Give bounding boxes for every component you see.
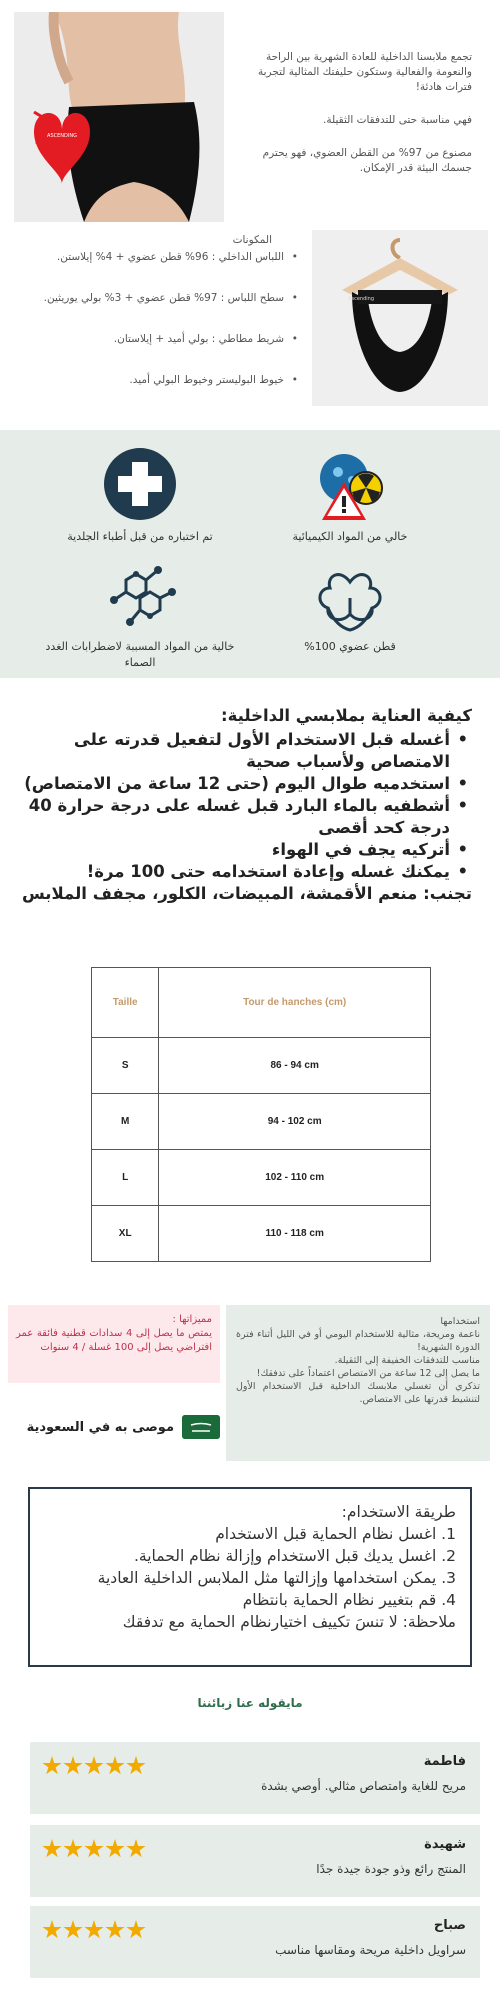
hanger-illustration: [312, 230, 488, 406]
method-note: ملاحظة: لا تنسَ تكييف اختيارنظام الحماية مع تدفقك: [122, 1613, 456, 1631]
size-table-header-row: [92, 968, 431, 1038]
star-rating: [42, 1920, 146, 1940]
review-card: [30, 1825, 480, 1897]
reviewer-name: فاطمة: [423, 1754, 466, 1769]
hip-cell: 86 - 94 cm: [159, 1038, 431, 1094]
saudi-flag-icon: [182, 1415, 220, 1439]
star-icon: [126, 1756, 146, 1776]
intro-paragraph-1: تجمع ملابسنا الداخلية للعادة الشهرية بين الراحة والنعومة والفعالية وستكون حليفتك المثالية لتجربة فترات هادئة!: [257, 51, 472, 93]
perks-box: [8, 1305, 220, 1383]
hip-cell: 110 - 118 cm: [159, 1206, 431, 1262]
star-icon: [42, 1839, 62, 1859]
table-row: [92, 1038, 431, 1094]
star-icon: [105, 1839, 125, 1859]
method-step: 2. اغسل يديك قبل الاستخدام وإزالة نظام الحماية.: [133, 1547, 456, 1565]
intro-paragraph-3: مصنوع من 97% من القطن العضوي، فهو يحترم جسمك البيئة قدر الإمكان.: [262, 147, 472, 174]
recommended-badge: [20, 1412, 220, 1442]
review-text: المنتج رائع وذو جودة جيدة جدًا: [316, 1862, 466, 1876]
star-icon: [105, 1756, 125, 1776]
size-table: [91, 967, 431, 1262]
review-card: [30, 1906, 480, 1978]
model-underwear-illustration: [14, 12, 224, 222]
usage-note-line: ناعمة ومريحة، مثالية للاستخدام اليومي أو في الليل أثناء فترة الدورة الشهرية!: [236, 1329, 480, 1353]
feature-dermatology-tested: [40, 442, 240, 545]
care-item: • استخدميه طوال اليوم (حتى 12 ساعة من الامتصاص): [14, 773, 472, 795]
star-icon: [63, 1839, 83, 1859]
feature-cotton-label: قطن عضوي 100%: [304, 640, 396, 653]
photo-brand-text: ASCENDING: [47, 133, 77, 139]
review-text: سراويل داخلية مريحة ومقاسها مناسب: [275, 1943, 466, 1957]
size-cell: L: [92, 1150, 159, 1206]
star-icon: [84, 1839, 104, 1859]
star-rating: [42, 1756, 146, 1776]
size-cell: S: [92, 1038, 159, 1094]
usage-note-line: مناسب للتدفقات الخفيفة إلى الثقيلة.: [334, 1355, 480, 1366]
feature-dermatology-label: تم اختباره من قبل أطباء الجلدية: [67, 530, 213, 543]
care-title: كيفية العناية بملابسي الداخلية:: [221, 706, 472, 725]
materials-item: • خيوط البوليستر وخيوط البولي أميد.: [16, 373, 298, 387]
reviewer-name: شهيدة: [424, 1837, 466, 1852]
star-icon: [63, 1756, 83, 1776]
table-row: [92, 1150, 431, 1206]
size-cell: M: [92, 1094, 159, 1150]
usage-note-line: ما يصل إلى 12 ساعة من الامتصاص اعتماداً على تدفقك!: [256, 1368, 480, 1379]
usage-note-line: تذكري أن تغسلي ملابسك الداخلية قبل الاستخدام الأول لتنشيط قدرتها على الامتصاص.: [236, 1381, 480, 1405]
materials-section: [16, 234, 298, 414]
star-rating: [42, 1839, 146, 1859]
table-row: [92, 1206, 431, 1262]
hip-cell: 94 - 102 cm: [159, 1094, 431, 1150]
star-icon: [42, 1920, 62, 1940]
usage-note-box: [226, 1305, 490, 1461]
feature-endocrine-label: خالية من المواد المسببة لاضطرابات الغدد الصماء: [45, 640, 235, 669]
review-card: [30, 1742, 480, 1814]
hip-cell: 102 - 110 cm: [159, 1150, 431, 1206]
star-icon: [126, 1839, 146, 1859]
reviews-title: مايقوله عنا زبائننا: [197, 1696, 303, 1710]
usage-method-box: [28, 1487, 472, 1667]
hanger-brand-text: Ascending: [348, 296, 374, 302]
feature-organic-cotton: [250, 562, 450, 655]
feature-chemical-free-label: خالي من المواد الكيميائية: [292, 530, 408, 543]
reviewer-name: صباح: [433, 1918, 466, 1933]
star-icon: [63, 1920, 83, 1940]
table-row: [92, 1094, 431, 1150]
chemical-warning-icon: [308, 442, 392, 526]
review-text: مريح للغاية وامتصاص مثالي. أوصي بشدة: [261, 1779, 466, 1793]
care-avoid: تجنب: منعم الأقمشة، المبيضات، الكلور، مجفف الملابس: [21, 884, 472, 903]
materials-item: • اللباس الداخلي : 96% قطن عضوي + 4% إيلاستن.: [16, 250, 298, 264]
medical-cross-icon: [98, 442, 182, 526]
materials-title: المكونات: [232, 234, 272, 246]
hanger-photo: [312, 230, 488, 406]
recommended-label: موصى به في السعودية: [26, 1419, 174, 1435]
star-icon: [84, 1756, 104, 1776]
usage-note-title: استخدامها: [440, 1316, 480, 1327]
perks-text: يمتص ما يصل إلى 4 سدادات قطنية فائقة عمر افتراضي يصل إلى 100 غسلة / 4 سنوات: [16, 1328, 212, 1353]
materials-item: • شريط مطاطي : بولي أميد + إيلاستان.: [16, 332, 298, 346]
star-icon: [42, 1756, 62, 1776]
method-step: 1. اغسل نظام الحماية قبل الاستخدام: [215, 1525, 456, 1543]
perks-title: مميزاتها :: [172, 1314, 212, 1325]
intro-paragraph-2: فهي مناسبة حتى للتدفقات الثقيلة.: [323, 114, 472, 126]
feature-endocrine-free: [40, 552, 240, 671]
care-item: • أغسله قبل الاستخدام الأول لتفعيل قدرته على الامتصاص ولأسباب صحية: [14, 729, 472, 773]
product-photo: [14, 12, 224, 222]
size-header: Taille: [92, 968, 159, 1038]
intro-text: [240, 50, 472, 194]
care-section: [14, 705, 472, 905]
feature-chemical-free: [250, 442, 450, 545]
method-title: طريقة الاستخدام:: [341, 1503, 456, 1521]
features-section: [0, 430, 500, 678]
star-icon: [126, 1920, 146, 1940]
care-item: • أشطفيه بالماء البارد قبل غسله على درجة حرارة 40 درجة كحد أقصى: [14, 795, 472, 839]
size-cell: XL: [92, 1206, 159, 1262]
star-icon: [84, 1920, 104, 1940]
hip-header: Tour de hanches (cm): [159, 968, 431, 1038]
care-list: [14, 729, 472, 883]
method-step: 3. يمكن استخدامها وإزالتها مثل الملابس الداخلية العادية: [97, 1569, 456, 1587]
molecule-icon: [98, 552, 182, 636]
care-item: • يمكنك غسله وإعادة استخدامه حتى 100 مرة!: [14, 861, 472, 883]
cotton-icon: [308, 562, 392, 636]
method-step: 4. قم بتغيير نظام الحماية بانتظام: [242, 1591, 456, 1609]
star-icon: [105, 1920, 125, 1940]
materials-list: [16, 250, 298, 387]
care-item: • أتركيه يجف في الهواء: [14, 839, 472, 861]
materials-item: • سطح اللباس : 97% قطن عضوي + 3% بولي يوريثين.: [16, 291, 298, 305]
